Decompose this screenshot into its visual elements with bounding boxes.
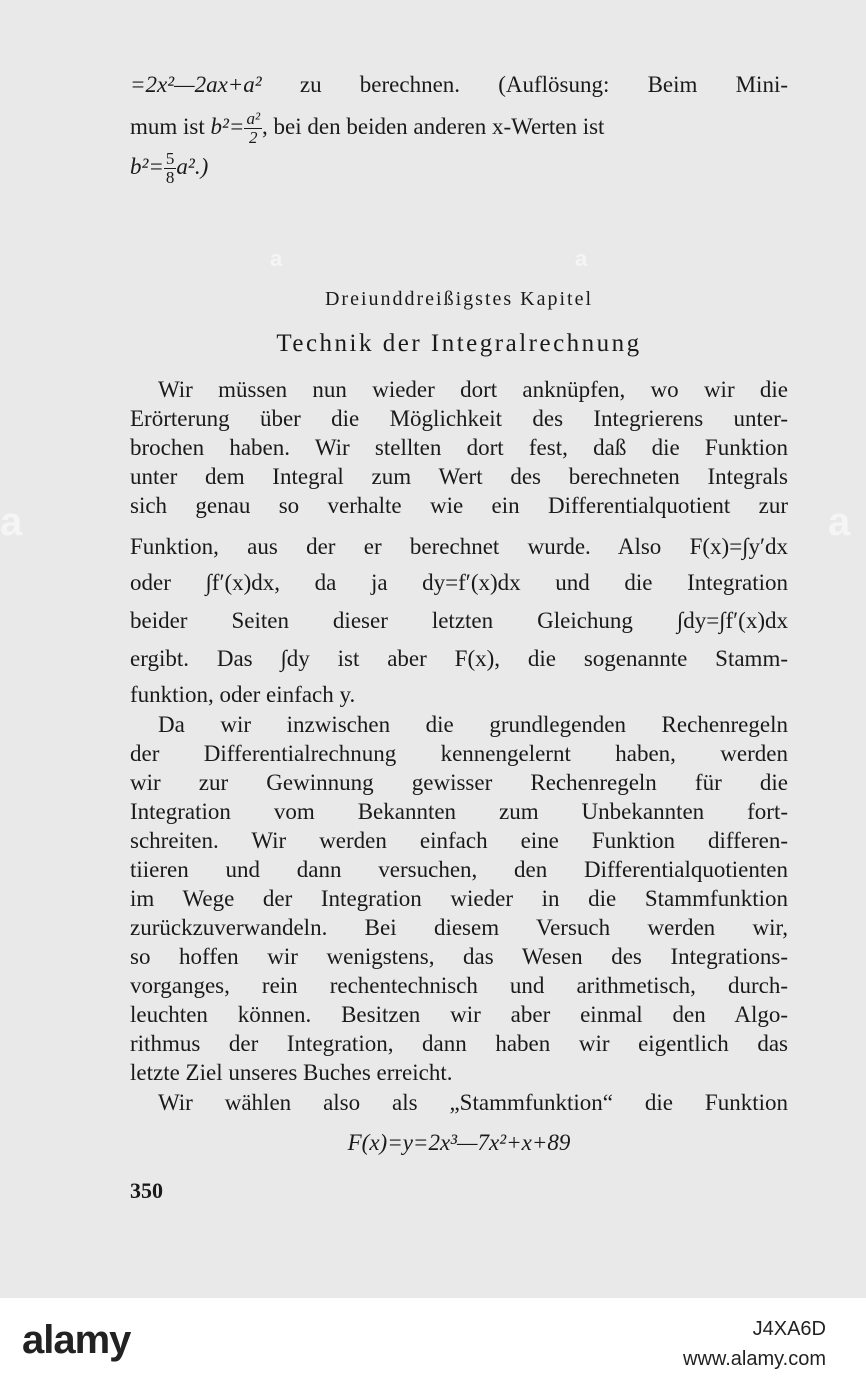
body-line: Wir wählen also als „Stammfunktion“ die Funktion xyxy=(158,1090,788,1115)
body-line: tiieren und dann versuchen, den Differentialquotienten xyxy=(130,857,788,882)
body-line: zurückzuverwandeln. Bei diesem Versuch werden wir, xyxy=(130,915,788,940)
body-line: unter dem Integral zum Wert des berechneten Integrals xyxy=(130,464,788,489)
fraction-numerator: 5 xyxy=(165,149,175,168)
stock-watermark-bar xyxy=(0,1298,866,1390)
body-line: Erörterung über die Möglichkeit des Integrierens unter- xyxy=(130,406,788,431)
text-span: mum ist xyxy=(130,113,211,139)
math-expression: b²= xyxy=(130,153,164,179)
chapter-title: Technik der Integralrechnung xyxy=(276,330,642,357)
body-line: der Differentialrechnung kennengelernt haben, werden xyxy=(130,741,788,766)
math-expression: a².) xyxy=(176,153,209,179)
body-line: Funktion, aus der er berechnet wurde. Also F(x)=∫y′dx xyxy=(130,534,788,559)
body-line: funktion, oder einfach y. xyxy=(130,682,356,707)
body-line: im Wege der Integration wieder in die Stammfunktion xyxy=(130,886,788,911)
body-line: Da wir inzwischen die grundlegenden Rechenregeln xyxy=(158,712,788,737)
continued-line-3 xyxy=(130,150,788,187)
body-line: brochen haben. Wir stellten dort fest, daß die Funktion xyxy=(130,435,788,460)
body-line: letzte Ziel unseres Buches erreicht. xyxy=(130,1060,453,1085)
continued-line-2 xyxy=(130,110,788,147)
fraction-denominator: 8 xyxy=(165,168,175,187)
image-id: J4XA6D xyxy=(752,1318,826,1340)
continued-line-1 xyxy=(130,70,788,100)
math-expression: =2x²—2ax+a² xyxy=(130,72,262,97)
body-line: schreiten. Wir werden einfach eine Funktion differen- xyxy=(130,828,788,853)
watermark-mark: a xyxy=(0,500,23,544)
body-line: sich genau so verhalte wie ein Differentialquotient zur xyxy=(130,493,788,518)
fraction-numerator: a² xyxy=(246,109,261,128)
body-line: leuchten können. Besitzen wir aber einmal den Algo- xyxy=(130,1002,788,1027)
watermark-mark: a xyxy=(828,500,851,544)
body-line: beider Seiten dieser letzten Gleichung ∫dy=∫f′(x)dx xyxy=(130,608,788,633)
alamy-logo: alamy xyxy=(22,1318,131,1362)
displayed-equation: F(x)=y=2x³—7x²+x+89 xyxy=(347,1130,571,1155)
text-span: zu berechnen. (Auflösung: Beim Mini- xyxy=(261,72,788,97)
body-line: wir zur Gewinnung gewisser Rechenregeln für die xyxy=(130,770,788,795)
fraction xyxy=(164,150,177,187)
body-line: oder ∫f′(x)dx, da ja dy=f′(x)dx und die Integration xyxy=(130,570,788,595)
chapter-number-title: Dreiunddreißigstes Kapitel xyxy=(324,288,594,310)
body-line: rithmus der Integration, dann haben wir eigentlich das xyxy=(130,1031,788,1056)
watermark-mark: a xyxy=(270,246,283,271)
fraction-denominator: 2 xyxy=(248,128,258,147)
page-number: 350 xyxy=(130,1178,163,1203)
body-line: Integration vom Bekannten zum Unbekannten fort- xyxy=(130,799,788,824)
body-line: Wir müssen nun wieder dort anknüpfen, wo wir die xyxy=(158,377,788,402)
body-line: so hoffen wir wenigstens, das Wesen des Integrations- xyxy=(130,944,788,969)
text-span: , bei den beiden anderen x-Werten ist xyxy=(262,113,605,139)
body-line: ergibt. Das ∫dy ist aber F(x), die sogenannte Stamm- xyxy=(130,646,788,671)
fraction xyxy=(244,110,262,147)
body-line: vorganges, rein rechentechnisch und arithmetisch, durch- xyxy=(130,973,788,998)
watermark-mark: a xyxy=(575,246,588,271)
site-url: www.alamy.com xyxy=(683,1348,826,1370)
math-expression: b²= xyxy=(210,113,245,139)
